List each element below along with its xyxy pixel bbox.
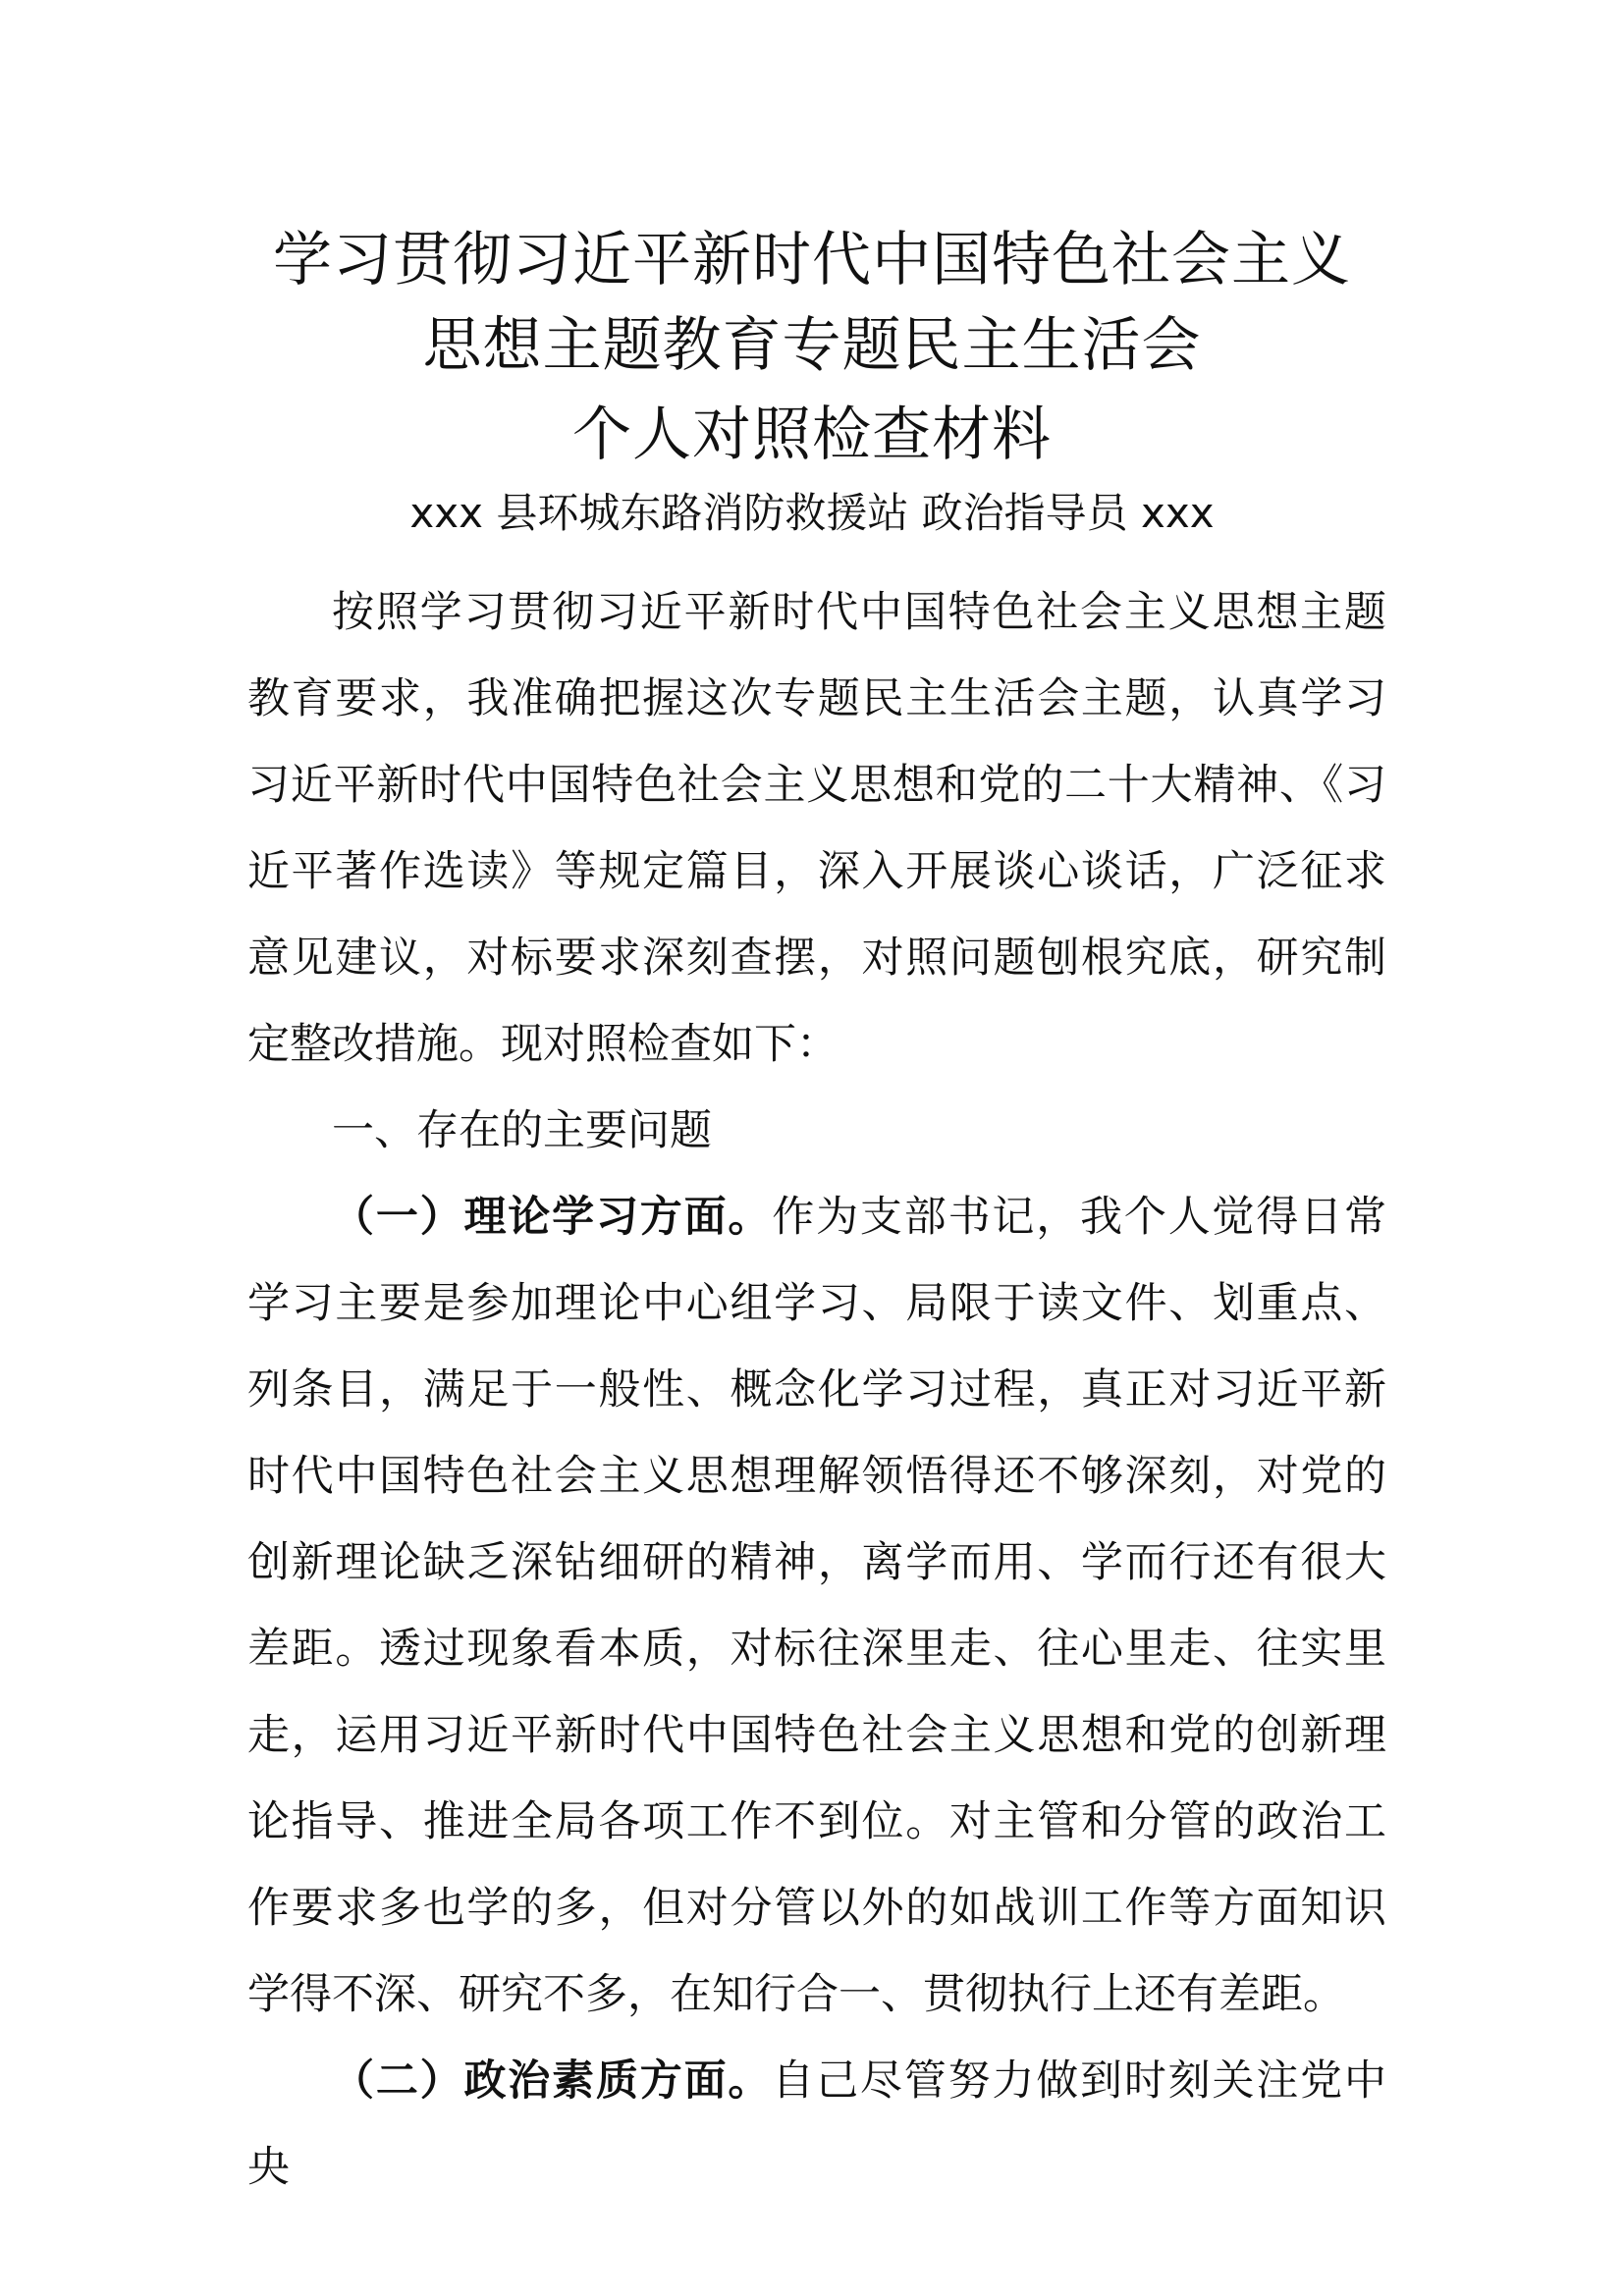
document-title-line-1: 学习贯彻习近平新时代中国特色社会主义 bbox=[273, 226, 1351, 294]
document-title-line-3: 个人对照检查材料 bbox=[572, 400, 1052, 469]
section-heading: 一、存在的主要问题 bbox=[332, 1106, 712, 1155]
item-2-paragraph bbox=[247, 2038, 1386, 2211]
author-line: xxx 县环城东路消防救援站 政治指导员 xxx bbox=[409, 489, 1215, 537]
item-1-heading: （一）理论学习方面。 bbox=[332, 1193, 773, 1242]
item-2-heading: （二）政治素质方面。 bbox=[332, 2056, 773, 2106]
item-1-text: 作为支部书记，我个人觉得日常学习主要是参加理论中心组学习、局限于读文件、划重点、列条目，满足于一般性、概念化学习过程，真正对习近平新时代中国特色社会主义思想理解领悟得还不够深刻，对党的创新理论缺乏深钻细研的精神，离学而用、学而行还有很大差距。透过现象看本质，对标往深里走、往心里走、往实里走，运用习近平新时代中国特色社会主义思想和党的创新理论指导、推进全局各项工作不到位。对主管和分管的政治工作要求多也学的多，但对分管以外的如战训工作等方面知识学得不深、研究不多，在知行合一、贯彻执行上还有差距。 bbox=[247, 1193, 1387, 2019]
document-body bbox=[247, 569, 1386, 2211]
intro-paragraph: 按照学习贯彻习近平新时代中国特色社会主义思想主题教育要求，我准确把握这次专题民主生活会主题，认真学习习近平新时代中国特色社会主义思想和党的二十大精神、《习近平著作选读》等规定篇目，深入开展谈心谈话，广泛征求意见建议，对标要求深刻查摆，对照问题刨根究底，研究制定整改措施。现对照检查如下： bbox=[247, 588, 1386, 1069]
item-1-paragraph bbox=[247, 1174, 1386, 2038]
item-2-text: 自己尽管努力做到时刻关注党中央 bbox=[247, 2056, 1387, 2192]
document-title-line-2: 思想主题教育专题民主生活会 bbox=[422, 311, 1202, 380]
